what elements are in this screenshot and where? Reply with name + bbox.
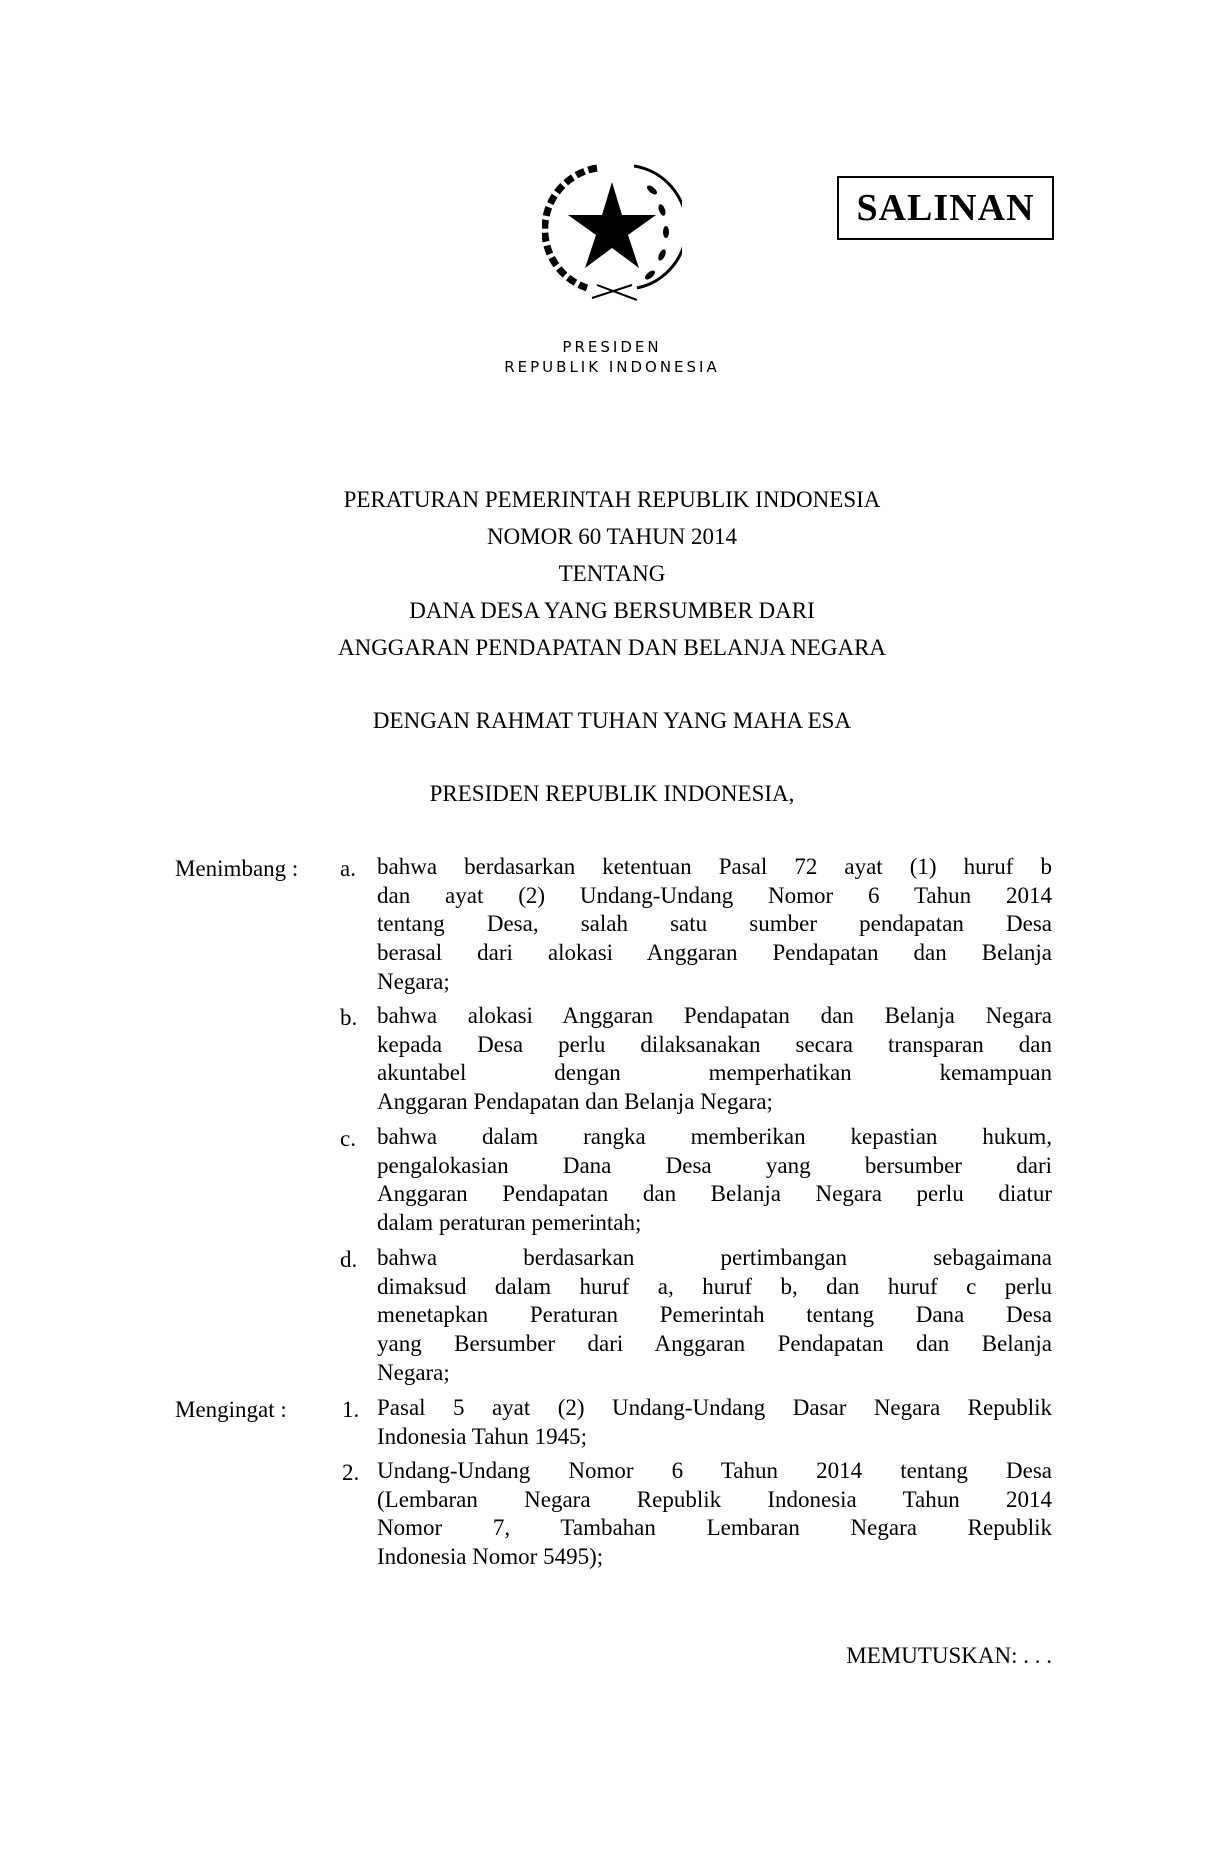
menimbang-label: Menimbang : [175, 856, 299, 881]
text-line: Anggaran Pendapatan dan Belanja Negara; [377, 1089, 773, 1115]
menimbang-item-text [377, 1002, 1052, 1117]
mengingat-item-text [377, 1457, 1052, 1572]
text-line: Nomor 7, Tambahan Lembaran Negara Republik [377, 1515, 1052, 1541]
menimbang-item-marker: d. [340, 1247, 358, 1272]
text-line: Negara; [377, 968, 450, 994]
text-line: Indonesia Nomor 5495); [377, 1544, 604, 1570]
text-line: kepada Desa perlu dilaksanakan secara transparan dan [377, 1031, 1052, 1057]
text-line: Undang-Undang Nomor 6 Tahun 2014 tentang Desa [377, 1458, 1052, 1483]
org-line-1: PRESIDEN [562, 338, 662, 356]
menimbang-item-text [377, 1244, 1052, 1388]
text-line: berasal dari alokasi Anggaran Pendapatan dan Belanja [377, 940, 1052, 966]
org-line-2: REPUBLIK INDONESIA [504, 358, 720, 376]
text-line: dalam peraturan pemerintah; [377, 1210, 642, 1236]
menimbang-item-marker: b. [340, 1005, 358, 1030]
salinan-stamp: SALINAN [837, 176, 1054, 240]
preamble-2: PRESIDEN REPUBLIK INDONESIA, [429, 781, 795, 806]
title-line-2: NOMOR 60 TAHUN 2014 [486, 524, 738, 549]
title-line-3: TENTANG [558, 561, 666, 586]
presidential-emblem-icon [542, 160, 682, 310]
text-line: yang Bersumber dari Anggaran Pendapatan dan Belanja [377, 1331, 1052, 1357]
text-line: bahwa berdasarkan pertimbangan sebagaimana [377, 1245, 1052, 1270]
title-line-1: PERATURAN PEMERINTAH REPUBLIK INDONESIA [343, 487, 881, 512]
text-line: pengalokasian Dana Desa yang bersumber dari [377, 1152, 1052, 1178]
menimbang-item-text [377, 853, 1052, 997]
text-line: Negara; [377, 1359, 450, 1385]
menimbang-item-marker: c. [340, 1126, 356, 1151]
text-line: menetapkan Peraturan Pemerintah tentang Dana Desa [377, 1302, 1052, 1328]
preamble-1: DENGAN RAHMAT TUHAN YANG MAHA ESA [372, 708, 852, 733]
text-line: dan ayat (2) Undang-Undang Nomor 6 Tahun 2014 [377, 882, 1052, 908]
text-line: dimaksud dalam huruf a, huruf b, dan huruf c perlu [377, 1273, 1052, 1299]
menimbang-item-marker: a. [340, 856, 356, 881]
mengingat-item-marker: 1. [342, 1397, 360, 1422]
mengingat-item-marker: 2. [342, 1460, 360, 1485]
text-line: akuntabel dengan memperhatikan kemampuan [377, 1060, 1052, 1086]
text-line: Pasal 5 ayat (2) Undang-Undang Dasar Negara Republik [377, 1395, 1052, 1420]
title-line-5: ANGGARAN PENDAPATAN DAN BELANJA NEGARA [337, 635, 887, 660]
mengingat-label: Mengingat : [175, 1397, 287, 1422]
text-line: (Lembaran Negara Republik Indonesia Tahun 2014 [377, 1486, 1052, 1512]
mengingat-item-text [377, 1394, 1052, 1451]
text-line: Anggaran Pendapatan dan Belanja Negara perlu diatur [377, 1181, 1052, 1207]
text-line: bahwa dalam rangka memberikan kepastian hukum, [377, 1124, 1052, 1149]
title-line-4: DANA DESA YANG BERSUMBER DARI [409, 598, 815, 623]
text-line: bahwa alokasi Anggaran Pendapatan dan Belanja Negara [377, 1003, 1052, 1028]
text-line: bahwa berdasarkan ketentuan Pasal 72 ayat (1) huruf b [377, 854, 1052, 879]
menimbang-item-text [377, 1123, 1052, 1238]
continuation-text: MEMUTUSKAN: . . . [846, 1643, 1052, 1668]
text-line: Indonesia Tahun 1945; [377, 1423, 588, 1449]
text-line: tentang Desa, salah satu sumber pendapatan Desa [377, 911, 1052, 937]
